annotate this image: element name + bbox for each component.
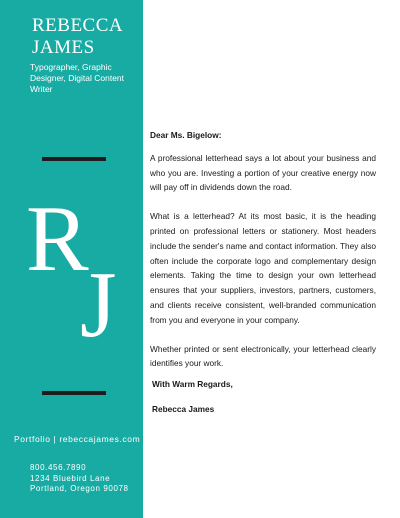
salutation: Dear Ms. Bigelow: [150, 130, 222, 140]
sender-first-name: REBECCA [32, 15, 124, 36]
portfolio-link[interactable]: Portfolio | rebeccajames.com [14, 434, 141, 444]
letter-body [150, 128, 376, 417]
sender-tagline: Typographer, Graphic Designer, Digital Content Writer [30, 62, 125, 94]
paragraph-definition: What is a letterhead? At its most basic, it is the heading printed on professional letters or stationery. Most headers include the sender's name and contact information. They also often include the corporate logo and complementary design elements. Taking the time to design your own letterhead ensures that your suppliers, investors, partners, customers, and clients receive consistent, well-branded communication from you and everyone in your company. [150, 211, 376, 325]
address-line-1: 1234 Bluebird Lane [30, 473, 111, 483]
paragraph-intro: A professional letterhead says a lot about your business and who you are. Investing a portion of your creative energy now will pay off in dividends down the road. [150, 152, 376, 193]
divider-bottom [42, 391, 106, 395]
signature-name: Rebecca James [152, 403, 215, 414]
contact-block [30, 463, 129, 495]
monogram-last-initial: J [80, 253, 117, 357]
closing: With Warm Regards, [152, 379, 233, 390]
sender-last-name: JAMES [32, 37, 95, 58]
address-line-2: Portland, Oregon 90078 [30, 484, 129, 493]
monogram-first-initial: R [26, 187, 89, 291]
paragraph-conclusion: Whether printed or sent electronically, your letterhead clearly identifies your work. [150, 343, 376, 369]
sidebar [0, 0, 143, 518]
phone-number: 800.456.7890 [30, 463, 87, 472]
sender-name [32, 15, 132, 59]
divider-top [42, 157, 106, 161]
